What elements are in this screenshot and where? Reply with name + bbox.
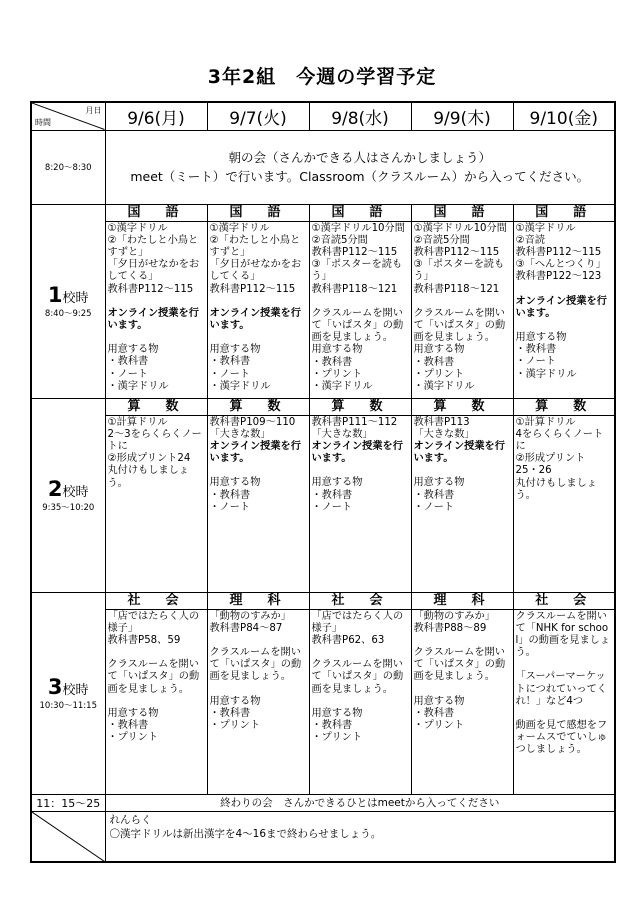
lesson-line: 教科書P112～115 [413,246,500,258]
lesson-line: ・ノート [311,501,352,513]
lesson-line: ・教科書 [413,356,455,368]
period-suffix: 校時 [62,291,89,306]
lesson-line: オンライン授業を行います。 [209,440,301,465]
lesson-line: ・プリント [107,732,159,744]
lesson-content [412,222,513,395]
lesson-line: ②形成プリント [515,453,586,465]
lesson-line: ・漢字ドリル [209,380,271,392]
lesson-content [208,610,309,734]
day-header-fri: 9/10(金) [513,102,615,130]
spacer [414,296,511,308]
period-suffix: 校時 [62,683,89,698]
lesson-line: クラスルームを開いて「いぱスタ」の動画を見ましょう。 [107,659,200,695]
lesson-line: ・プリント [209,719,261,731]
lesson-line: ・プリント [413,368,465,380]
lesson-line: クラスルームを開いて「いぱスタ」の動画を見ましょう。 [311,659,404,695]
lesson-line: 用意する物 [107,707,159,719]
lesson-line: 教科書P118～121 [311,283,398,295]
lesson-line: ①漢字ドリル [107,222,168,234]
spacer [414,465,511,477]
lesson-content [412,416,513,515]
lesson-line: 用意する物 [209,695,261,707]
lesson-line: 「大きな数」 [311,428,373,440]
day-header-thu: 9/9(木) [411,102,513,130]
lesson-cell-wed-1 [309,204,411,398]
period-time: 8:40～9:25 [44,309,92,319]
lesson-line: 教科書P109～110 [209,416,296,428]
lesson-line: オンライン授業を行います。 [515,295,607,319]
notice-diagonal [32,812,105,862]
subject-label: 算 数 [514,399,615,416]
period-time: 10:30～11:15 [39,701,97,711]
lesson-line: オンライン授業を行います。 [107,307,199,331]
lesson-cell-tue-1 [207,204,309,398]
spacer [516,659,613,671]
lesson-line: ③「ポスターを読もう」 [413,259,505,283]
lesson-line: オンライン授業を行います。 [311,440,403,465]
lesson-line: ・教科書 [209,489,251,501]
period-3-label-cell [31,592,105,794]
lesson-line: ・教科書 [311,356,353,368]
lesson-line: ・プリント [413,719,465,731]
lesson-line: 教科書P113 [413,416,470,428]
spacer [210,635,307,647]
lesson-line: 教科書P88～89 [413,622,487,634]
closing-time: 11：15～25 [31,794,105,811]
subject-label: 算 数 [208,399,309,416]
subject-label: 国 語 [208,205,309,222]
day-header-tue: 9/7(火) [207,102,309,130]
spacer [108,696,205,708]
lesson-line: ・教科書 [107,356,149,368]
spacer [210,465,307,477]
corner-date-label: 月日 [85,106,102,115]
lesson-line: ・教科書 [311,489,353,501]
spacer [210,332,307,344]
lesson-line: ・漢字ドリル [515,368,577,380]
lesson-line: ・プリント [311,732,363,744]
lesson-content [208,222,309,394]
lesson-line: ①漢字ドリル [515,222,576,234]
spacer [108,296,205,308]
morning-line-1: 朝の会（さんかできる人はさんかしましょう） [228,150,491,165]
lesson-line: ・漢字ドリル [413,380,475,392]
period-row-2 [31,398,615,592]
period-row-3 [31,592,615,794]
lesson-content [208,416,309,515]
lesson-line: 丸付けもしましょう。 [515,477,597,501]
page-title: 3年2組 今週の学習予定 [207,66,437,88]
period-suffix: 校時 [62,485,89,500]
morning-time: 8:20～8:30 [31,130,105,204]
lesson-cell-mon-3 [105,592,207,794]
lesson-line: ②音読 [515,234,546,246]
lesson-line: 用意する物 [515,331,567,343]
subject-label: 社 会 [106,593,207,610]
lesson-content [310,610,411,746]
lesson-cell-mon-1 [105,204,207,398]
lesson-line: 用意する物 [209,344,261,356]
corner-time-label: 時間 [35,117,51,127]
lesson-line: 25・26 [515,465,552,477]
notice-corner [31,811,105,862]
spacer [414,635,511,647]
lesson-line: クラスルームを開いて「NHK for school」の動画を見ましょう。 [515,610,611,659]
notice-text: 〇漢字ドリルは新出漢字を4～16まで終わらせましょう。 [109,827,382,840]
spacer [108,647,205,659]
lesson-line: 用意する物 [413,695,465,707]
lesson-line: 教科書P112～115 [515,246,602,258]
lesson-line: 教科書P62、63 [311,634,385,646]
subject-label: 国 語 [412,205,513,222]
spacer [210,684,307,696]
lesson-line: ①漢字ドリル [209,222,270,234]
lesson-line: ・ノート [515,356,556,368]
lesson-line: ①漢字ドリル10分間 [413,222,507,234]
lesson-line: 「スーパーマーケットにつれていってくれ！」など4つ [515,671,607,707]
lesson-line: 丸付けもしましょう。 [107,465,189,489]
lesson-cell-tue-2 [207,398,309,592]
lesson-line: 教科書P58、59 [107,634,181,646]
lesson-content [514,416,615,503]
spacer [516,284,613,296]
lesson-content [106,610,207,746]
period-2-label-cell [31,398,105,592]
lesson-line: ②音読5分間 [311,234,368,246]
lesson-line: 「夕日がせなかをおしてくる」 [107,259,200,283]
spacer [516,320,613,332]
spacer [312,296,409,308]
lesson-line: 用意する物 [311,344,363,356]
weekly-schedule-table [30,101,616,863]
notice-box [105,811,615,862]
lesson-line: ・教科書 [413,489,455,501]
lesson-line: 「店ではたらく人の様子」 [107,610,200,634]
lesson-line: ②音読5分間 [413,234,470,246]
lesson-line: クラスルームを開いて「いぱスタ」の動画を見ましょう。 [311,307,404,344]
lesson-line: ・漢字ドリル [107,380,169,392]
period-time: 9:35～10:20 [42,503,95,513]
lesson-line: 教科書P84～87 [209,622,283,634]
lesson-line: 用意する物 [413,344,465,356]
lesson-line: 「動物のすみか」 [209,610,291,622]
lesson-line: ①計算ドリル [515,416,576,428]
spacer [516,708,613,720]
lesson-line: ①漢字ドリル10分間 [311,222,405,234]
lesson-line: 教科書P112～115 [107,283,194,295]
lesson-line: 動画を見て感想をフォームスでていしゅつしましょう。 [515,719,608,756]
period-1-label-cell [31,204,105,398]
subject-label: 国 語 [310,205,411,222]
lesson-line: ②「わたしと小鳥とすずと」 [209,234,301,258]
lesson-line: ・ノート [209,501,250,513]
lesson-cell-mon-2 [105,398,207,592]
lesson-line: ・教科書 [209,356,251,368]
lesson-line: ・教科書 [515,344,557,356]
lesson-line: ・教科書 [413,707,455,719]
lesson-line: ・ノート [209,368,250,380]
lesson-cell-thu-2 [411,398,513,592]
lesson-content [106,222,207,394]
lesson-cell-tue-3 [207,592,309,794]
subject-label: 社 会 [514,593,615,610]
closing-meeting: 終わりの会 さんかできるひとはmeetから入ってください [105,794,615,811]
subject-label: 理 科 [412,593,513,610]
lesson-line: ・ノート [413,501,454,513]
period-number: 1 [47,283,63,307]
lesson-content [310,222,411,395]
lesson-line: ・教科書 [107,719,149,731]
lesson-line: ・ノート [107,368,148,380]
spacer [312,647,409,659]
lesson-line: ③「へんとつくり」 [515,259,606,271]
spacer [108,332,205,344]
lesson-content [412,610,513,734]
day-header-wed: 9/8(水) [309,102,411,130]
lesson-line: オンライン授業を行います。 [413,440,505,465]
lesson-line: 4をらくらくノートに [515,428,604,452]
lesson-line: クラスルームを開いて「いぱスタ」の動画を見ましょう。 [413,646,506,683]
lesson-line: 教科書P111～112 [311,416,398,428]
lesson-line: 用意する物 [209,477,261,489]
lesson-line: クラスルームを開いて「いぱスタ」の動画を見ましょう。 [209,646,302,683]
period-row-1 [31,204,615,398]
lesson-line: 「店ではたらく人の様子」 [311,610,404,634]
lesson-line: ③「ポスターを読もう」 [311,259,403,283]
lesson-line: ②「わたしと小鳥とすずと」 [107,234,199,258]
subject-label: 理 科 [208,593,309,610]
lesson-line: 2～3をらくらくノートに [107,428,202,452]
lesson-cell-thu-3 [411,592,513,794]
lesson-line: 用意する物 [311,707,363,719]
lesson-line: 教科書P122～123 [515,271,602,283]
lesson-line: 「大きな数」 [209,428,271,440]
lesson-line: ・教科書 [311,719,353,731]
morning-line-2: meet（ミート）で行います。Classroom（クラスルーム）から入ってください。 [130,169,590,184]
lesson-cell-fri-3 [513,592,615,794]
lesson-line: ①計算ドリル [107,416,168,428]
lesson-content [310,416,411,515]
lesson-line: 教科書P118～121 [413,283,500,295]
lesson-line: ・教科書 [209,707,251,719]
lesson-line: オンライン授業を行います。 [209,307,301,331]
period-number: 2 [47,477,63,501]
lesson-content [514,222,615,382]
spacer [312,696,409,708]
spacer [414,684,511,696]
lesson-cell-wed-3 [309,592,411,794]
subject-label: 国 語 [514,205,615,222]
lesson-cell-thu-1 [411,204,513,398]
corner-cell [31,102,105,130]
spacer [210,296,307,308]
morning-meeting [105,130,615,204]
lesson-line: 用意する物 [413,477,465,489]
lesson-line: ・漢字ドリル [311,380,373,392]
subject-label: 算 数 [106,399,207,416]
lesson-line: 教科書P112～115 [311,246,398,258]
lesson-cell-fri-1 [513,204,615,398]
lesson-line: 用意する物 [311,477,363,489]
subject-label: 算 数 [412,399,513,416]
period-number: 3 [47,675,63,699]
lesson-content [514,610,615,758]
lesson-line: 「動物のすみか」 [413,610,495,622]
subject-label: 国 語 [106,205,207,222]
lesson-cell-fri-2 [513,398,615,592]
subject-label: 社 会 [310,593,411,610]
notice-heading: れんらく [109,813,152,826]
lesson-line: 「大きな数」 [413,428,475,440]
spacer [312,465,409,477]
lesson-line: 「夕日がせなかをおしてくる」 [209,259,302,283]
day-header-mon: 9/6(月) [105,102,207,130]
lesson-cell-wed-2 [309,398,411,592]
lesson-line: ②形成プリント24 [107,453,191,465]
lesson-line: ・プリント [311,368,363,380]
lesson-line: 用意する物 [107,344,159,356]
lesson-content [106,416,207,491]
lesson-line: クラスルームを開いて「いぱスタ」の動画を見ましょう。 [413,307,506,344]
subject-label: 算 数 [310,399,411,416]
lesson-line: 教科書P112～115 [209,283,296,295]
